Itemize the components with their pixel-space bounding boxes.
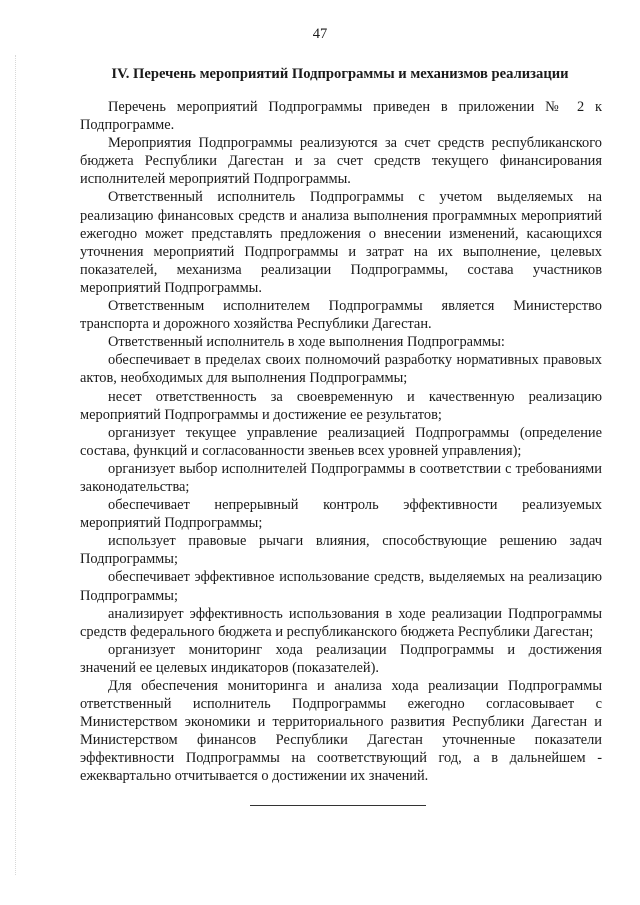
- paragraph: Перечень мероприятий Подпрограммы приведен в приложении № 2 к Подпрограмме.: [80, 99, 602, 134]
- paragraph: организует выбор исполнителей Подпрограммы в соответствии с требованиями законодательства;: [80, 460, 602, 495]
- paragraph: использует правовые рычаги влияния, способствующие решению задач Подпрограммы;: [80, 533, 602, 568]
- paragraph: Ответственный исполнитель в ходе выполнения Подпрограммы:: [108, 334, 505, 351]
- page-number: 47: [312, 26, 328, 42]
- paragraph: Ответственным исполнителем Подпрограммы является Министерство транспорта и дорожного хозяйства Республики Дагестан.: [80, 298, 602, 333]
- closing-rule: [250, 805, 426, 806]
- paragraph: организует мониторинг хода реализации Подпрограммы и достижения значений ее целевых индикаторов (показателей).: [80, 641, 602, 676]
- body-text: [80, 98, 602, 786]
- paragraph: обеспечивает в пределах своих полномочий разработку нормативных правовых актов, необходимых для выполнения Подпрограммы;: [80, 352, 602, 387]
- paragraph: обеспечивает эффективное использование средств, выделяемых на реализацию Подпрограммы;: [80, 569, 602, 604]
- section-heading: IV. Перечень мероприятий Подпрограммы и механизмов реализации: [111, 66, 569, 82]
- paragraph: Ответственный исполнитель Подпрограммы с учетом выделяемых на реализацию финансовых средств и анализа выполнения программных мероприятий ежегодно может представлять предложения о внесении изменений, касающихся уточнения мероприятий Подпрограммы и затрат на их выполнение, целевых показателей, механизма реализации Подпрограммы, состава участников мероприятий Подпрограммы.: [80, 189, 602, 296]
- paragraph: несет ответственность за своевременную и качественную реализацию мероприятий Подпрограммы и достижение ее результатов;: [80, 388, 602, 423]
- paragraph: Для обеспечения мониторинга и анализа хода реализации Подпрограммы ответственный исполнитель Подпрограммы ежегодно согласовывает с Министерством экономики и территориального развития Республики Дагестан и Министерством финансов Республики Дагестан уточненные показатели эффективности Подпрограммы на соответствующий год, а в дальнейшем - ежеквартально отчитывается о достижении их значений.: [80, 678, 602, 785]
- paragraph: анализирует эффективность использования в ходе реализации Подпрограммы средств федерального бюджета и республиканского бюджета Республики Дагестан;: [80, 605, 602, 640]
- paragraph: организует текущее управление реализацией Подпрограммы (определение состава, функций и согласованности звеньев всех уровней управления);: [80, 424, 602, 459]
- paragraph: обеспечивает непрерывный контроль эффективности реализуемых мероприятий Подпрограммы;: [80, 497, 602, 532]
- paragraph: Мероприятия Подпрограммы реализуются за счет средств республиканского бюджета Республики Дагестан и за счет средств текущего финансирования исполнителей мероприятий Подпрограммы.: [80, 135, 602, 188]
- scan-edge-mark: [15, 55, 16, 875]
